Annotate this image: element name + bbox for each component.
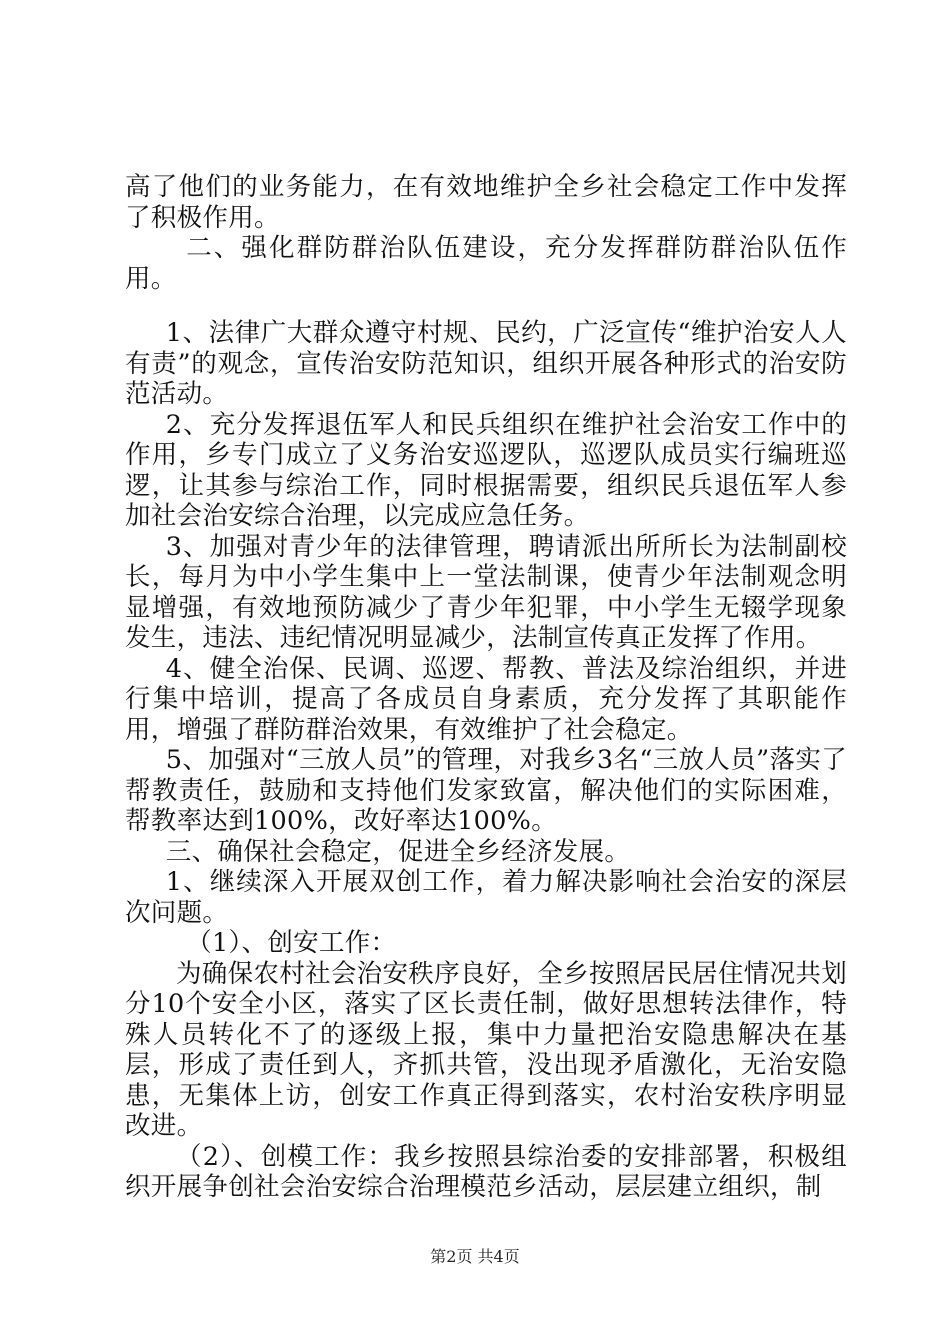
paragraph-item-3-1: 1、继续深入开展双创工作，着力解决影响社会治安的深层次问题。 bbox=[125, 867, 847, 928]
section-heading-2: 二、强化群防群治队伍建设，充分发挥群防群治队伍作用。 bbox=[125, 233, 847, 294]
paragraph-item-4: 4、健全治保、民调、巡逻、帮教、普法及综治组织，并进行集中培训，提高了各成员自身素质，充分发挥了其职能作用，增强了群防群治效果，有效维护了社会稳定。 bbox=[125, 653, 847, 745]
paragraph-item-1: 1、法律广大群众遵守村规、民约，广泛宣传“维护治安人人有责”的观念，宣传治安防范知识，组织开展各种形式的治安防范活动。 bbox=[125, 318, 847, 409]
document-body bbox=[125, 172, 847, 1203]
page-footer: 第2页 共4页 bbox=[430, 1247, 520, 1266]
paragraph-item-5: 5、加强对“三放人员”的管理，对我乡3名“三放人员”落实了帮教责任，鼓励和支持他们发家致富，解决他们的实际困难，帮教率达到100%，改好率达100%。 bbox=[125, 745, 847, 836]
paragraph-item-2: 2、充分发挥退伍军人和民兵组织在维护社会治安工作中的作用，乡专门成立了义务治安巡逻队，巡逻队成员实行编班巡逻，让其参与综治工作，同时根据需要，组织民兵退伍军人参加社会治安综合治理，以完成应急任务。 bbox=[125, 409, 847, 531]
paragraph-chuangan: 为确保农村社会治安秩序良好，全乡按照居民居住情况共划分10个安全小区，落实了区长责任制，做好思想转法律作，特殊人员转化不了的逐级上报，集中力量把治安隐患解决在基层，形成了责任到人，齐抓共管，没出现矛盾激化，无治安隐患，无集体上访，创安工作真正得到落实，农村治安秩序明显改进。 bbox=[125, 958, 847, 1141]
section-heading-3: 三、确保社会稳定，促进全乡经济发展。 bbox=[165, 836, 631, 867]
paragraph-chuangmo: （2）、创模工作：我乡按照县综治委的安排部署，积极组织开展争创社会治安综合治理模范乡活动，层层建立组织，制 bbox=[125, 1141, 847, 1202]
paragraph-0: 高了他们的业务能力，在有效地维护全乡社会稳定工作中发挥了积极作用。 bbox=[125, 172, 847, 233]
paragraph-item-3: 3、加强对青少年的法律管理，聘请派出所所长为法制副校长，每月为中小学生集中上一堂法制课，使青少年法制观念明显增强，有效地预防减少了青少年犯罪，中小学生无辍学现象发生，违法、违纪情况明显减少，法制宣传真正发挥了作用。 bbox=[125, 531, 847, 653]
subheading-chuangan: （1）、创安工作： bbox=[186, 928, 397, 958]
